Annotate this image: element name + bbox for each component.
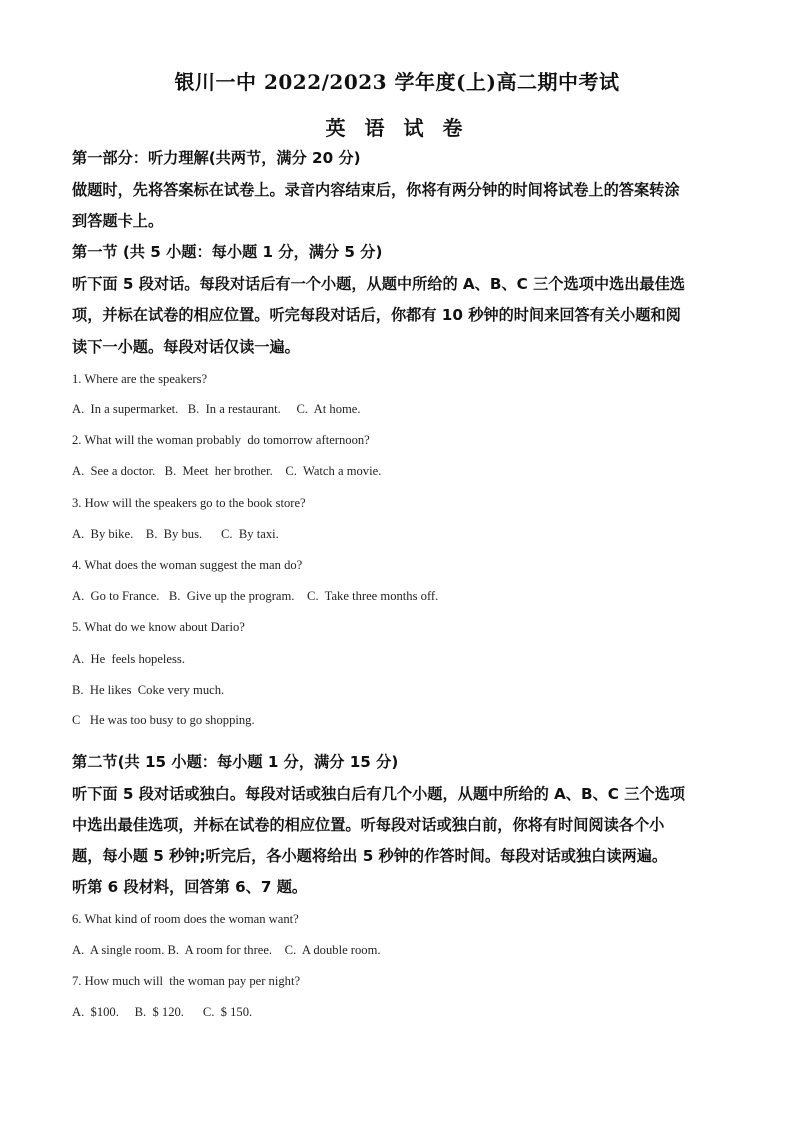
options-7: A. $100. B. $ 120. C. $ 150. <box>72 1005 253 1019</box>
section1-instruction-line: 项，并标在试卷的相应位置。听完每段对话后，你都有 10 秒钟的时间来回答有关小题和阅 <box>72 306 681 324</box>
section2-instruction-line: 中选出最佳选项，并标在试卷的相应位置。听每段对话或独白前，你将有时间阅读各个小 <box>72 816 665 834</box>
material-6-heading: 听第 6 段材料，回答第 6、7 题。 <box>72 878 308 896</box>
section2-heading: 第二节(共 15 小题：每小题 1 分，满分 15 分) <box>72 753 399 771</box>
options-2: A. See a doctor. B. Meet her brother. C. Watch a movie. <box>72 464 382 478</box>
section1-instruction-line: 听下面 5 段对话。每段对话后有一个小题，从题中所给的 A、B、C 三个选项中选出最佳选 <box>72 275 685 293</box>
exam-title: 银川一中 2022/2023 学年度(上)高二期中考试 <box>174 70 620 94</box>
part1-heading: 第一部分：听力理解(共两节，满分 20 分) <box>72 149 361 167</box>
option-5c: C He was too busy to go shopping. <box>72 713 255 727</box>
section2-instruction-line: 题，每小题 5 秒钟;听完后，各小题将给出 5 秒钟的作答时间。每段对话或独白读两遍。 <box>72 847 668 865</box>
option-5b: B. He likes Coke very much. <box>72 683 225 697</box>
question-1: 1. Where are the speakers? <box>72 372 208 386</box>
question-4: 4. What does the woman suggest the man do? <box>72 558 303 572</box>
exam-subtitle: 英 语 试 卷 <box>325 116 469 140</box>
option-5a: A. He feels hopeless. <box>72 652 185 666</box>
options-4: A. Go to France. B. Give up the program. C. Take three months off. <box>72 589 439 603</box>
section2-instruction-line: 听下面 5 段对话或独白。每段对话或独白后有几个小题，从题中所给的 A、B、C 三个选项 <box>72 785 685 803</box>
options-3: A. By bike. B. By bus. C. By taxi. <box>72 527 279 541</box>
question-3: 3. How will the speakers go to the book store? <box>72 496 306 510</box>
question-5: 5. What do we know about Dario? <box>72 620 245 634</box>
question-6: 6. What kind of room does the woman want? <box>72 912 299 926</box>
part1-intro-line: 到答题卡上。 <box>72 212 164 230</box>
section1-instruction-line: 读下一小题。每段对话仅读一遍。 <box>72 338 300 356</box>
section1-heading: 第一节 (共 5 小题：每小题 1 分，满分 5 分) <box>72 243 383 261</box>
part1-intro-line: 做题时，先将答案标在试卷上。录音内容结束后，你将有两分钟的时间将试卷上的答案转涂 <box>72 181 680 199</box>
options-1: A. In a supermarket. B. In a restaurant. C. At home. <box>72 402 361 416</box>
options-6: A. A single room. B. A room for three. C. A double room. <box>72 943 381 957</box>
question-7: 7. How much will the woman pay per night? <box>72 974 301 988</box>
question-2: 2. What will the woman probably do tomorrow afternoon? <box>72 433 370 447</box>
